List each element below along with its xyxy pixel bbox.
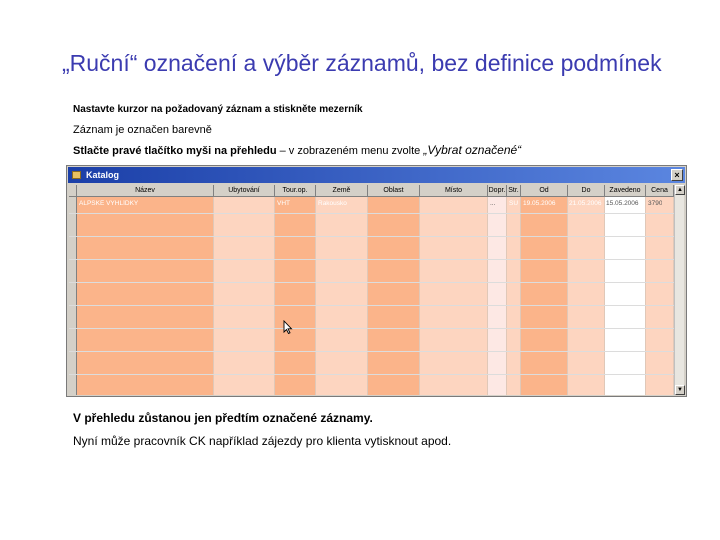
vertical-scrollbar[interactable]	[674, 185, 684, 395]
header-zeme[interactable]: Země	[316, 185, 368, 197]
catalog-window	[66, 165, 687, 397]
cell-zeme: Rakousko	[318, 200, 347, 207]
cell-strava: SU	[509, 200, 519, 207]
header-doprava[interactable]: Dopr.	[488, 185, 507, 197]
mouse-pointer-icon	[283, 320, 293, 334]
header-oblast[interactable]: Oblast	[368, 185, 420, 197]
header-strava[interactable]: Str.	[507, 185, 521, 197]
row-divider	[69, 374, 674, 375]
column-zavedeno	[605, 197, 646, 395]
column-tourop	[275, 197, 316, 395]
row-divider	[69, 282, 674, 283]
cell-tourop: VHT	[277, 200, 290, 207]
instruction-context-menu-rest: – v zobrazeném menu zvolte	[276, 145, 424, 157]
cell-od: 19.05.2006	[523, 200, 556, 207]
cell-zavedeno: 15.05.2006	[606, 200, 639, 207]
header-nazev[interactable]: Název	[77, 185, 214, 197]
cell-do: 21.05.2006	[569, 200, 602, 207]
header-cena[interactable]: Cena	[646, 185, 674, 197]
cell-doprava: ...	[490, 200, 496, 207]
header-do[interactable]: Do	[568, 185, 605, 197]
result-example: Nyní může pracovník CK například zájezdy pro klienta vytisknout apod.	[73, 434, 452, 448]
row-selector-column[interactable]	[69, 197, 77, 395]
row-divider	[69, 328, 674, 329]
close-button[interactable]: ×	[671, 169, 683, 181]
app-icon	[72, 171, 81, 179]
row-divider	[69, 259, 674, 260]
header-misto[interactable]: Místo	[420, 185, 488, 197]
column-zeme	[316, 197, 368, 395]
header-ubytovani[interactable]: Ubytování	[214, 185, 275, 197]
cell-nazev: ALPSKÉ VYHLÍDKY	[79, 200, 139, 207]
instruction-select: Nastavte kurzor na požadovaný záznam a stiskněte mezerník	[73, 104, 363, 115]
header-od[interactable]: Od	[521, 185, 568, 197]
instruction-marked: Záznam je označen barevně	[73, 124, 212, 136]
instruction-context-menu	[73, 143, 521, 157]
column-cena	[646, 197, 674, 395]
cell-cena: 3790	[648, 200, 663, 207]
instruction-context-menu-bold: Stlačte pravé tlačítko myši na přehledu	[73, 145, 277, 157]
row-divider	[69, 236, 674, 237]
column-misto	[420, 197, 488, 395]
header-zavedeno[interactable]: Zavedeno	[605, 185, 646, 197]
scroll-down-button[interactable]: ▼	[675, 385, 685, 395]
row-divider	[69, 213, 674, 214]
slide-title: „Ruční“ označení a výběr záznamů, bez definice podmínek	[62, 50, 662, 76]
column-doprava	[488, 197, 507, 395]
grid-header	[69, 185, 674, 197]
catalog-grid[interactable]	[69, 185, 674, 395]
header-selector	[69, 185, 77, 197]
scroll-up-button[interactable]: ▲	[675, 185, 685, 195]
column-oblast	[368, 197, 420, 395]
column-od	[521, 197, 568, 395]
column-strava	[507, 197, 521, 395]
instruction-context-menu-option: „Vybrat označené“	[423, 143, 522, 157]
window-title: Katalog	[86, 170, 120, 180]
column-do	[568, 197, 605, 395]
window-titlebar[interactable]	[68, 167, 685, 183]
column-ubytovani	[214, 197, 275, 395]
column-nazev	[77, 197, 214, 395]
result-statement: V přehledu zůstanou jen předtím označené záznamy.	[73, 411, 373, 425]
row-divider	[69, 351, 674, 352]
row-divider	[69, 305, 674, 306]
header-tourop[interactable]: Tour.op.	[275, 185, 316, 197]
